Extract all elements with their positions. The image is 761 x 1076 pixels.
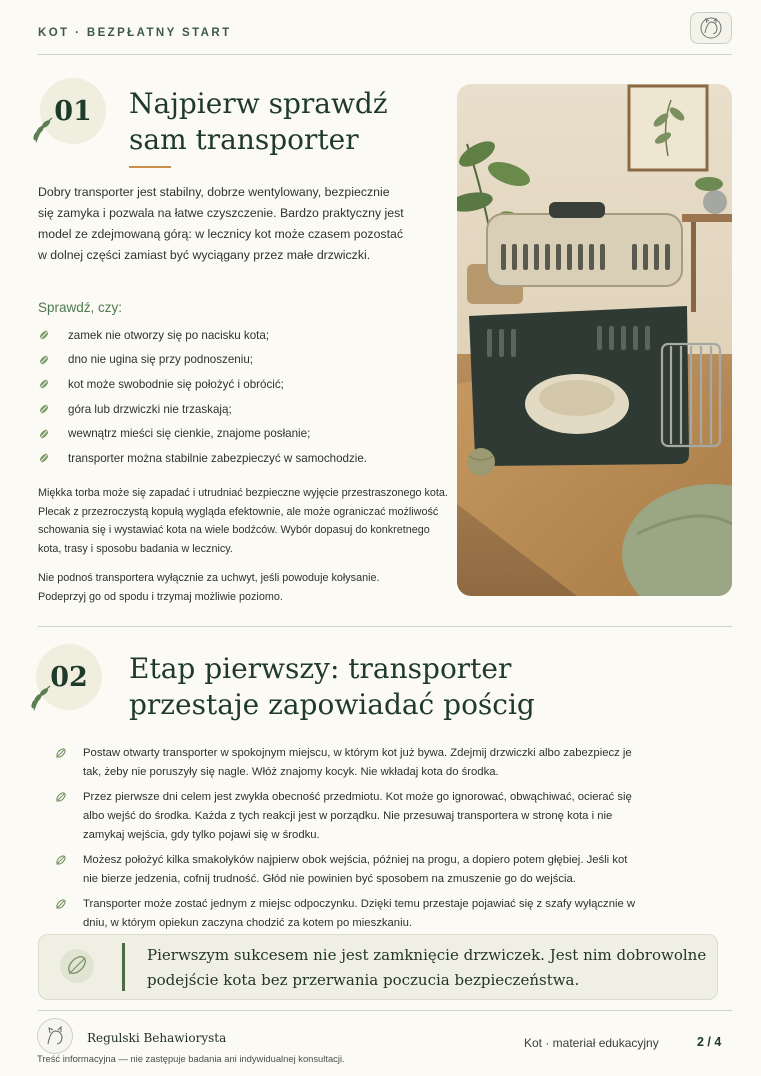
section-title-line1: Najpierw sprawdź [129, 87, 388, 120]
list-item [38, 446, 438, 471]
section-number: 01 [54, 95, 92, 127]
steps-list [50, 744, 640, 939]
list-item [38, 397, 438, 422]
checklist-item-text: zamek nie otworzy się po nacisku kota; [68, 328, 270, 342]
section-number: 02 [50, 661, 88, 693]
section-title-line2: przestaje zapowiadać pościg [129, 688, 535, 721]
checklist-item-text: góra lub drzwiczki nie trzaskają; [68, 402, 232, 416]
section-title-line1: Etap pierwszy: transporter [129, 652, 512, 685]
leaf-icon [38, 403, 50, 415]
callout-text: Pierwszym sukcesem nie jest zamknięcie drzwiczek. Jest nim dobrowolne podejście kota bez przerwania poczucia bezpieczeństwa. [147, 946, 707, 989]
leaf-sprig-icon [28, 680, 56, 712]
leaf-icon [38, 329, 50, 341]
note-paragraph: Miękka torba może się zapadać i utrudniać bezpieczne wyjęcie przestraszonego kota. Plecak z przezroczystą kopułą wygląda efektownie, ale może ograniczać możliwość schowania się i wystawiać kota na wiele bodźców. Wybór dopasuj do konkretnego kota, trasy i sposobu badania w lecznicy. [38, 487, 448, 555]
section-divider [38, 626, 732, 627]
step-text: Przez pierwsze dni celem jest zwykła obecność przedmiotu. Kot może go ignorować, obwąchiwać, ocierać się albo wejść do środka. Każda z tych reakcji jest w porządku. Nie przesuwaj transportera w stronę kota i nie zamykaj wejścia, gdy tylko pojawi się w środku. [83, 791, 632, 841]
cat-carrier-photo [457, 84, 732, 596]
page-number: 2 / 4 [697, 1035, 722, 1049]
title-accent-line [129, 166, 171, 168]
header-divider [38, 54, 732, 55]
checklist-heading: Sprawdź, czy: [38, 300, 123, 315]
section-title [129, 86, 388, 158]
leaf-icon [38, 354, 50, 366]
list-item [38, 372, 438, 397]
header-label: KOT · BEZPŁATNY START [38, 27, 232, 39]
leaf-icon [38, 452, 50, 464]
step-text: Możesz położyć kilka smakołyków najpierw obok wejścia, później na progu, a dopiero potem głębiej. Jeśli kot nie bierze jedzenia, cofnij trudność. Głód nie powinien być sposobem na zmuszenie go do wejścia. [83, 854, 628, 885]
callout-box [38, 934, 718, 1000]
list-item [38, 421, 438, 446]
step-text: Transporter może zostać jednym z miejsc odpoczynku. Dzięki temu przestaje pojawiać się z szafy wyłącznie w dniu, w którym opiekun zaczyna chodzić za kotem po mieszkaniu. [83, 898, 636, 929]
list-item [50, 788, 640, 845]
cat-dog-logo-icon [690, 12, 732, 44]
warning-paragraph: Nie podnoś transportera wyłącznie za uchwyt, jeśli powoduje kołysanie. Podeprzyj go od spodu i trzymaj możliwie poziomo. [38, 572, 380, 603]
list-item [50, 851, 640, 889]
checklist-item-text: kot może swobodnie się położyć i obrócić; [68, 377, 284, 391]
list-item [38, 348, 438, 373]
leaf-sprig-icon [30, 112, 58, 144]
footer-divider [38, 1010, 732, 1011]
document-meta: Kot · materiał edukacyjny [524, 1036, 659, 1050]
leaf-icon [38, 378, 50, 390]
leaf-icon [55, 747, 67, 759]
leaf-icon [60, 949, 94, 983]
checklist [38, 323, 438, 471]
checklist-item-text: dno nie ugina się przy podnoszeniu; [68, 353, 253, 367]
disclaimer: Treść informacyjna — nie zastępuje badania ani indywidualnej konsultacji. [37, 1053, 345, 1064]
leaf-icon [38, 428, 50, 440]
leaf-icon [55, 791, 67, 803]
brand-logo-icon [37, 1018, 73, 1054]
leaf-icon [55, 854, 67, 866]
list-item [50, 744, 640, 782]
list-item [38, 323, 438, 348]
brand-name: Regulski Behawiorysta [87, 1031, 227, 1045]
section-title-line2: sam transporter [129, 123, 359, 156]
step-text: Postaw otwarty transporter w spokojnym miejscu, w którym kot już bywa. Zdejmij drzwiczki albo zabezpiecz je tak, żeby nie poruszyły się nagle. Włóż znajomy kocyk. Nie wkładaj kota do środka. [83, 747, 632, 778]
checklist-item-text: transporter można stabilnie zabezpieczyć w samochodzie. [68, 451, 368, 465]
section-title [129, 651, 535, 723]
leaf-icon [55, 898, 67, 910]
intro-paragraph: Dobry transporter jest stabilny, dobrze wentylowany, bezpiecznie się zamyka i pozwala na łatwe czyszczenie. Bardzo praktyczny jest model ze zdejmowaną górą: w lecznicy kot może czasem pozostać w dolnej części zamiast być wyciągany przez małe drzwiczki. [38, 185, 404, 262]
list-item [50, 895, 640, 933]
callout-accent-bar [122, 943, 125, 991]
checklist-item-text: wewnątrz mieści się cienkie, znajome posłanie; [68, 427, 311, 441]
